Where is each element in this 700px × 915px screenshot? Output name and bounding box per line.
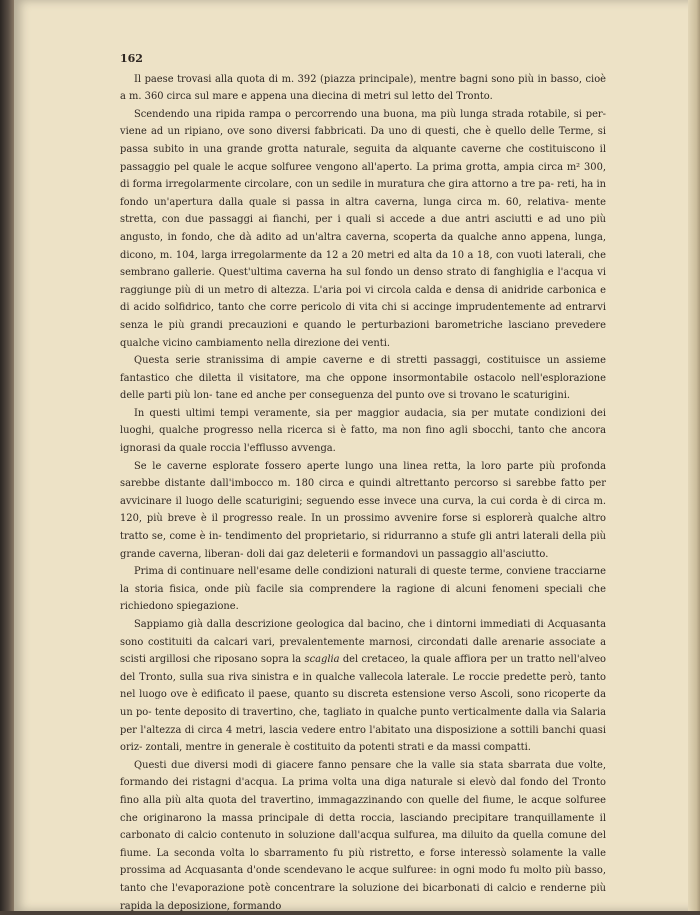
book-binding-edge [0,0,14,911]
page-number: 162 [120,52,143,65]
page-edge [688,0,700,911]
paragraph-2: Scendendo una ripida rampa o percorrendo una buona, ma più lunga strada rotabile, si per- viene ad un ripiano, ove sono diversi fabbricati. Da uno di questi, che è quello delle Terme, si passa subito in una grande grotta naturale, seguita da alquante caverne che costituiscono il passaggio pel quale le acque solfuree vengono all'aperto. La prima grotta, ampia circa m² 300, di forma irregolarmente circolare, con un sedile in muratura che gira attorno a tre pa- reti, ha in fondo un'apertura dalla quale si passa in altra caverna, lunga circa m. 60, relativa- mente stretta, con due passaggi ai fianchi, per i quali si accede a due antri asciutti e ad uno più angusto, in fondo, che dà adito ad un'altra caverna, scoperta da qualche anno appena, lunga, dicono, m. 104, larga irregolarmente da 12 a 20 metri ed alta da 10 a 18, con vuoti laterali, che sembrano gallerie. Quest'ultima caverna ha sul fondo un denso strato di fanghiglia e l'acqua vi raggiunge più di un metro di altezza. L'aria poi vi circola calda e densa di anidride carbonica e di acido solfidrico, tanto che corre pericolo di vita chi si accinge imprudentemente ad entrarvi senza le più grandi precauzioni e quando le perturbazioni barometriche lasciano prevedere qualche vicino cambiamento nella direzione dei venti. [120,108,606,349]
paragraph-3: Questa serie stranissima di ampie caverne e di stretti passaggi, costituisce un assieme fantastico che diletta il visitatore, ma che oppone insormontabile ostacolo nell'esplorazione delle parti più lon- tane ed anche per conseguenza del punto ove si trovano le scaturigini. [120,355,606,402]
page-text [120,50,606,915]
paragraph-6: Prima di continuare nell'esame delle condizioni naturali di queste terme, conviene tracciarne la storia fisica, onde più facile sia comprendere la ragione di alcuni fenomeni speciali che richiedono spiegazione. [120,566,606,613]
paragraph-5: Se le caverne esplorate fossero aperte lungo una linea retta, la loro parte più profonda sarebbe distante dall'imbocco m. 180 circa e quindi altrettanto percorso si sarebbe fatto per avvicinare il luogo delle scaturigini; seguendo esse invece una curva, la cui corda è di circa m. 120, più breve è il progresso reale. In un prossimo avvenire forse si esplorerà qualche altro tratto se, come è in- tendimento del proprietario, si ridurranno a stufe gli antri laterali della più grande caverna, liberan- doli dai gaz deleterii e formandovi un passaggio all'asciutto. [120,460,606,560]
paragraph-7-before: Sappiamo già dalla descrizione geologica dal bacino, che i dintorni immediati di Acquasanta sono costituiti da calcari vari, prevalentemente marnosi, circondati dalle arenarie associate a scisti argillosi che riposano sopra la [120,619,606,666]
paragraph-7-after: del cretaceo, la quale affiora per un tratto nell'alveo del Tronto, sulla sua riva sinistra e in qualche vallecola laterale. Le roccie predette però, tanto nel luogo ove è edificato il paese, quanto su discreta estensione verso Ascoli, sono ricoperte da un po- tente deposito di travertino, che, tagliato in qualche punto verticalmente dalla via Salaria per l'altezza di circa 4 metri, lascia vedere entro l'abitato una disposizione a sottili banchi quasi oriz- zontali, mentre in generale è costituito da potenti strati e da massi compatti. [120,654,606,754]
paragraph-8: Questi due diversi modi di giacere fanno pensare che la valle sia stata sbarrata due volte, formando dei ristagni d'acqua. La prima volta una diga naturale si elevò dal fondo del Tronto fino alla più alta quota del travertino, immagazzinando con quelle del fiume, le acque solfuree che originarono la massa principale di detta roccia, lasciando precipitare tranquillamente il carbonato di calcio contenuto in soluzione dall'acqua sulfurea, ma diluito da quella comune del fiume. La seconda volta lo sbarramento fu più ristretto, e forse interessò solamente la valle prossima ad Acquasanta d'onde scendevano le acque sulfuree: in ogni modo fu molto più basso, tanto che l'evaporazione potè concentrare la soluzione dei bicarbonati di calcio e renderne più rapida la deposizione, formando [120,759,606,912]
paragraph-7 [120,616,606,757]
italic-term: scaglia [304,654,340,666]
paragraph-1: Il paese trovasi alla quota di m. 392 (piazza principale), mentre bagni sono più in basso, cioè a m. 360 circa sul mare e appena una diecina di metri sul letto del Tronto. [120,73,606,103]
paragraph-4: In questi ultimi tempi veramente, sia per maggior audacia, sia per mutate condizioni dei luoghi, qualche progresso nella ricerca si è fatto, ma non fino agli sbocchi, tanto che ancora ignorasi da quale roccia l'efflusso avvenga. [120,407,606,455]
